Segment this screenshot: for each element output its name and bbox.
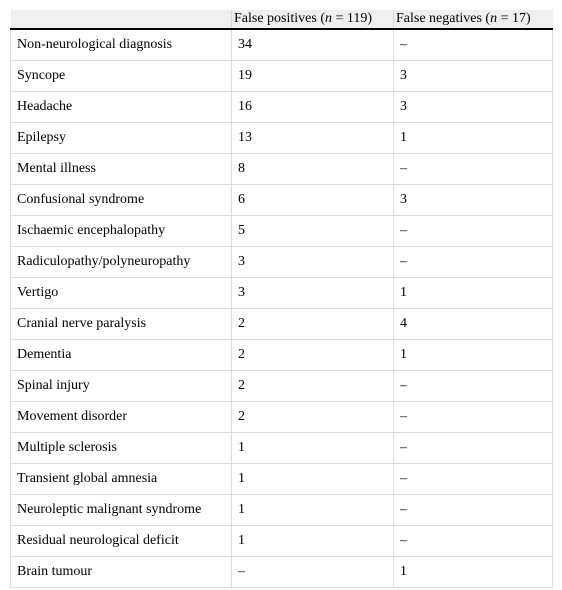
diagnosis-cell: Syncope	[11, 61, 232, 92]
false-negatives-cell: –	[394, 464, 553, 495]
table-body	[11, 29, 553, 588]
table-row	[11, 92, 553, 123]
table-row	[11, 247, 553, 278]
false-negatives-cell: 1	[394, 340, 553, 371]
false-negatives-cell: –	[394, 247, 553, 278]
false-negatives-cell: 4	[394, 309, 553, 340]
false-negatives-cell: –	[394, 29, 553, 61]
false-negatives-cell: 1	[394, 557, 553, 588]
false-positives-cell: 3	[232, 278, 394, 309]
diagnosis-cell: Spinal injury	[11, 371, 232, 402]
false-negatives-cell: 1	[394, 278, 553, 309]
false-negatives-cell: –	[394, 216, 553, 247]
false-negatives-cell: –	[394, 433, 553, 464]
false-positives-cell: 2	[232, 340, 394, 371]
false-negatives-cell: –	[394, 526, 553, 557]
header-fp-suffix: = 119)	[332, 11, 373, 26]
false-negatives-cell: 3	[394, 92, 553, 123]
false-positives-cell: 1	[232, 464, 394, 495]
table-row	[11, 185, 553, 216]
false-negatives-cell: 3	[394, 61, 553, 92]
diagnosis-cell: Epilepsy	[11, 123, 232, 154]
false-negatives-cell: 3	[394, 185, 553, 216]
false-positives-cell: 8	[232, 154, 394, 185]
diagnosis-cell: Multiple sclerosis	[11, 433, 232, 464]
header-fn-suffix: = 17)	[497, 11, 531, 26]
false-positives-cell: 13	[232, 123, 394, 154]
table-row	[11, 526, 553, 557]
diagnosis-cell: Confusional syndrome	[11, 185, 232, 216]
diagnosis-cell: Non-neurological diagnosis	[11, 29, 232, 61]
diagnosis-cell: Vertigo	[11, 278, 232, 309]
false-positives-cell: 2	[232, 402, 394, 433]
header-fn-n: n	[490, 11, 498, 26]
false-negatives-cell: –	[394, 154, 553, 185]
diagnosis-cell: Radiculopathy/polyneuropathy	[11, 247, 232, 278]
diagnosis-cell: Ischaemic encephalopathy	[11, 216, 232, 247]
false-positives-cell: 1	[232, 495, 394, 526]
false-positives-cell: 2	[232, 371, 394, 402]
table-header	[11, 10, 553, 29]
false-positives-cell: –	[232, 557, 394, 588]
table-row	[11, 495, 553, 526]
table-row	[11, 402, 553, 433]
diagnosis-cell: Neuroleptic malignant syndrome	[11, 495, 232, 526]
table-row	[11, 309, 553, 340]
false-negatives-cell: –	[394, 495, 553, 526]
diagnosis-table	[10, 10, 553, 588]
header-row	[11, 10, 553, 29]
false-positives-cell: 16	[232, 92, 394, 123]
table-row	[11, 29, 553, 61]
header-fp-n: n	[325, 11, 332, 26]
header-fp-prefix: False positives (	[234, 11, 325, 26]
diagnosis-cell: Movement disorder	[11, 402, 232, 433]
false-positives-cell: 1	[232, 526, 394, 557]
false-positives-cell: 3	[232, 247, 394, 278]
table-row	[11, 433, 553, 464]
false-positives-cell: 19	[232, 61, 394, 92]
table-row	[11, 557, 553, 588]
false-positives-cell: 2	[232, 309, 394, 340]
diagnosis-cell: Cranial nerve paralysis	[11, 309, 232, 340]
table-row	[11, 371, 553, 402]
diagnosis-cell: Brain tumour	[11, 557, 232, 588]
table-row	[11, 216, 553, 247]
false-positives-cell: 6	[232, 185, 394, 216]
diagnosis-cell: Transient global amnesia	[11, 464, 232, 495]
table-row	[11, 154, 553, 185]
false-negatives-cell: 1	[394, 123, 553, 154]
table-row	[11, 278, 553, 309]
false-negatives-cell: –	[394, 402, 553, 433]
diagnosis-table-container	[10, 10, 552, 588]
diagnosis-cell: Residual neurological deficit	[11, 526, 232, 557]
diagnosis-cell: Dementia	[11, 340, 232, 371]
table-row	[11, 464, 553, 495]
false-positives-cell: 34	[232, 29, 394, 61]
diagnosis-cell: Headache	[11, 92, 232, 123]
header-false-negatives	[394, 10, 553, 29]
header-fn-prefix: False negatives (	[396, 11, 491, 26]
false-positives-cell: 1	[232, 433, 394, 464]
table-row	[11, 61, 553, 92]
header-false-positives	[232, 10, 394, 29]
diagnosis-cell: Mental illness	[11, 154, 232, 185]
false-negatives-cell: –	[394, 371, 553, 402]
header-diagnosis	[11, 10, 232, 29]
false-positives-cell: 5	[232, 216, 394, 247]
table-row	[11, 123, 553, 154]
table-row	[11, 340, 553, 371]
